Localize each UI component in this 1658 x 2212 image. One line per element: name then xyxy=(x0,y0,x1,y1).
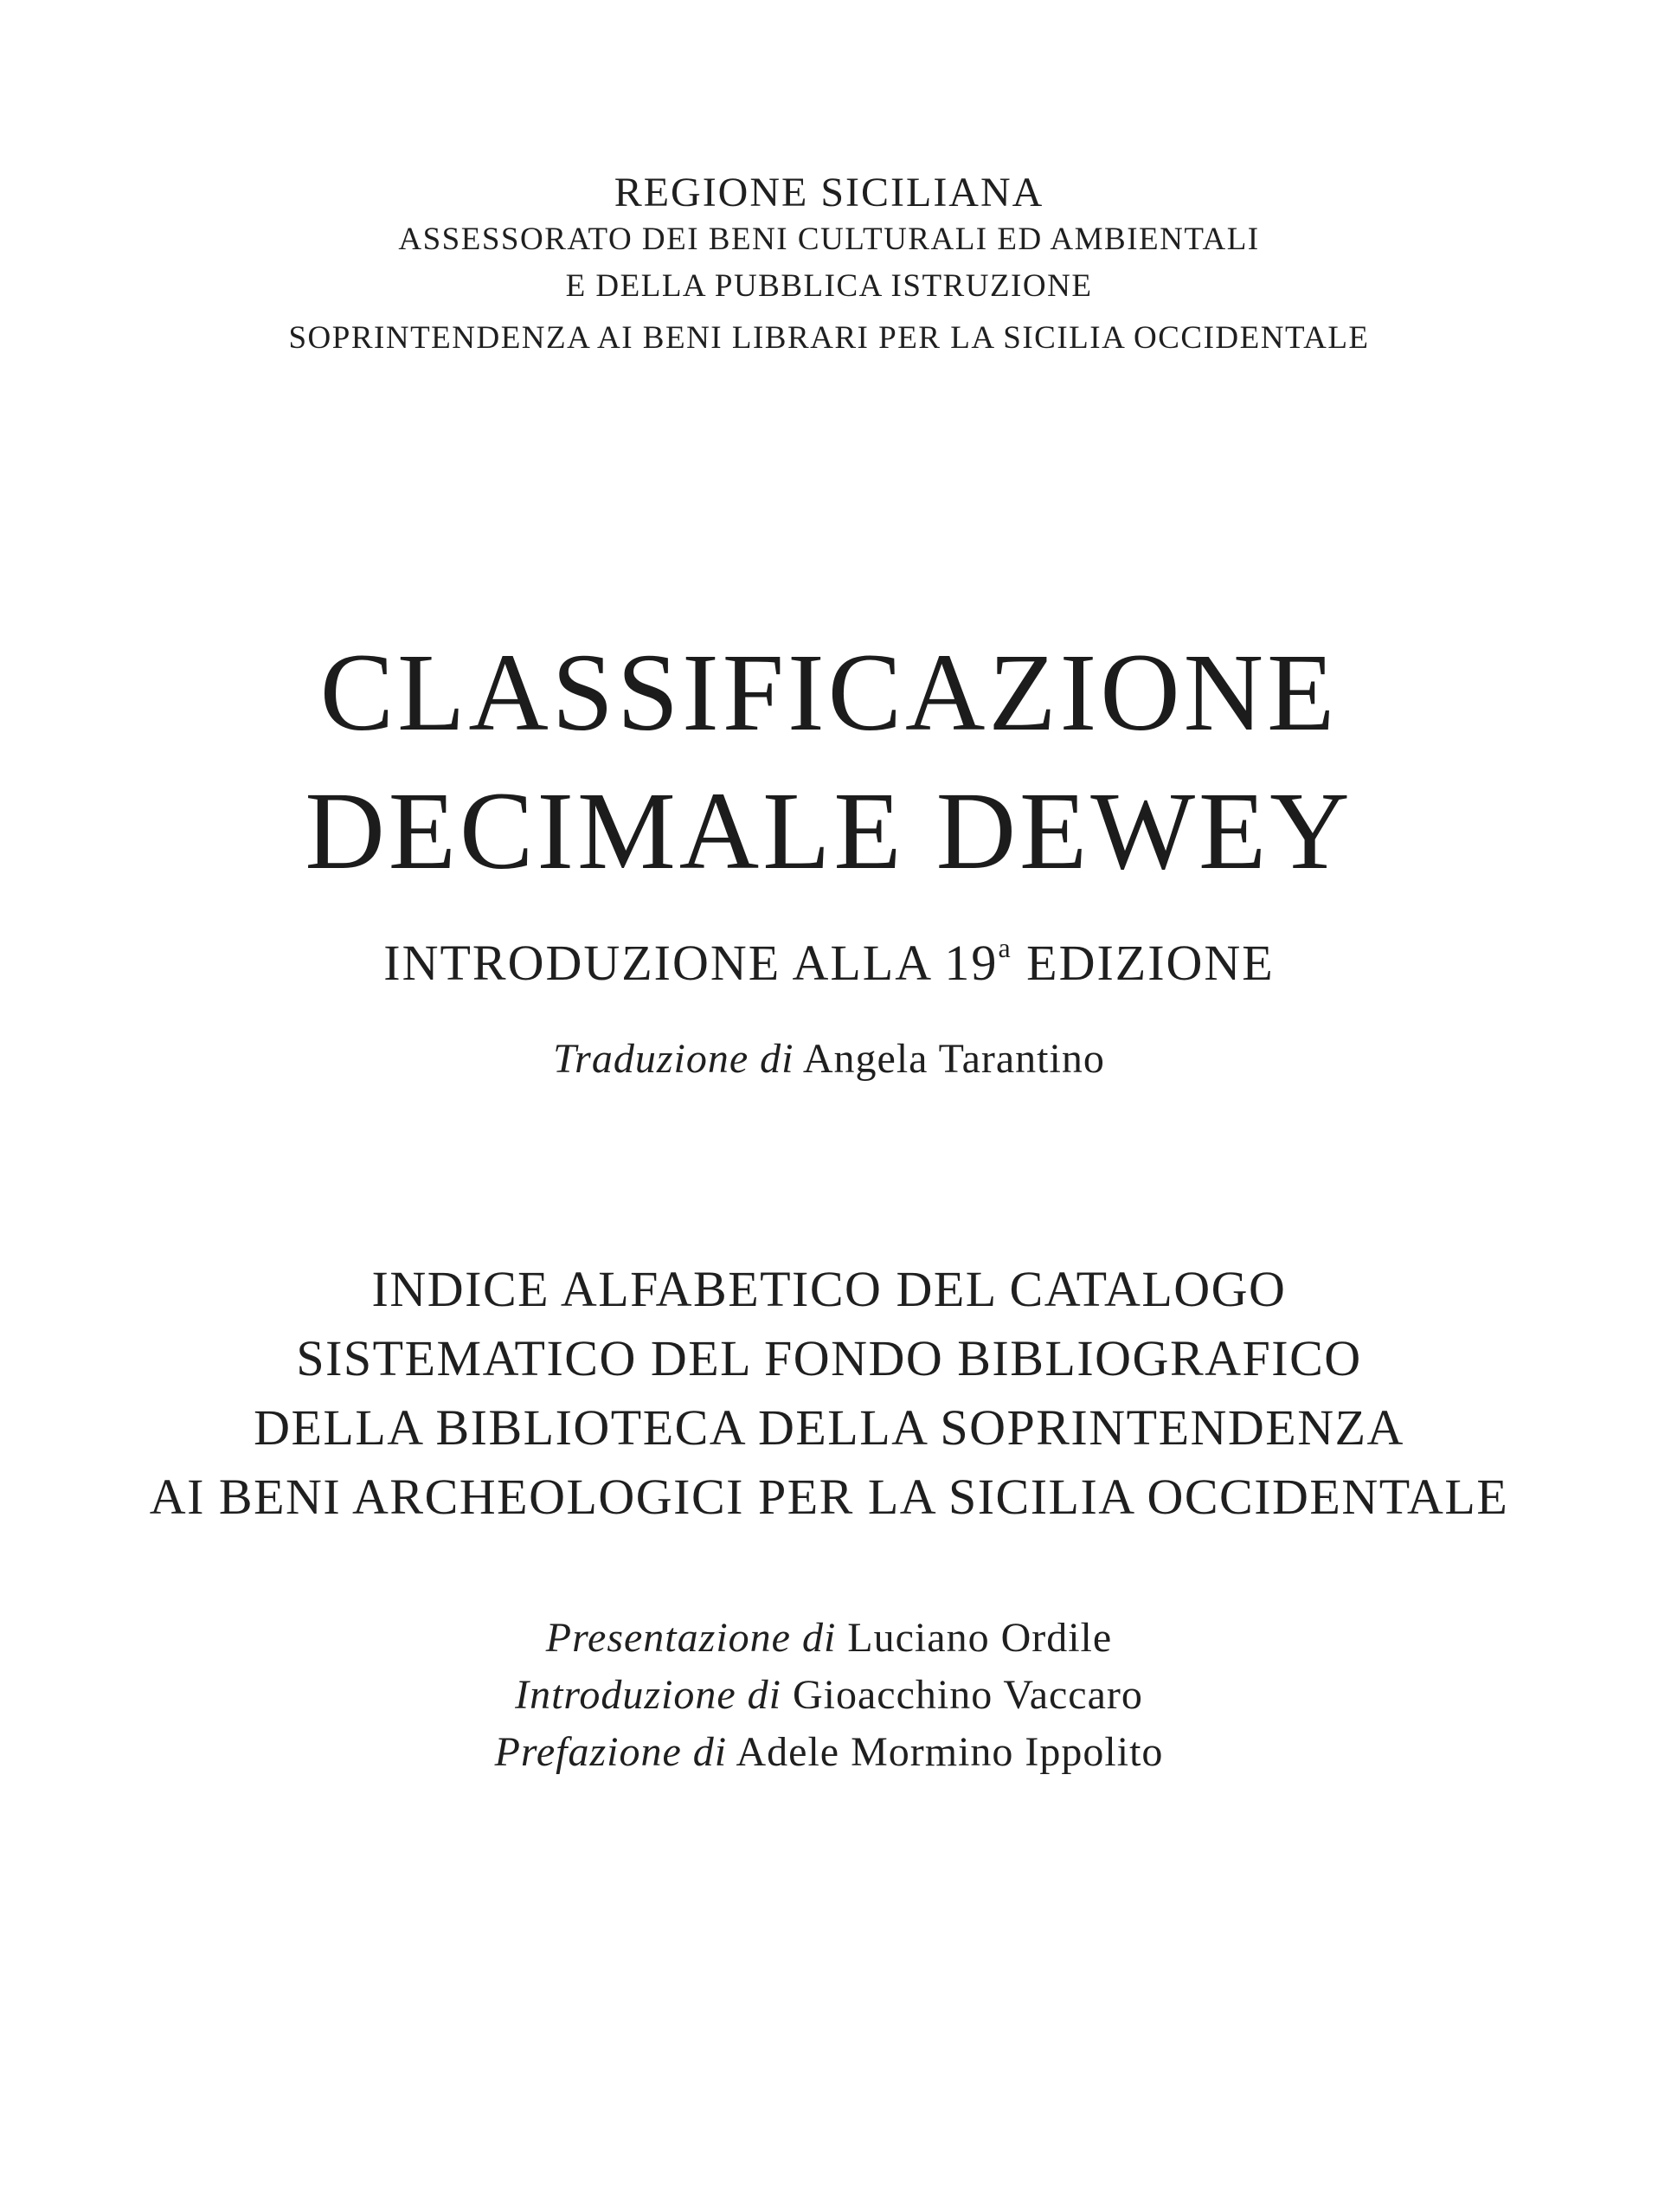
subtitle-superscript: a xyxy=(998,932,1012,963)
index-line-2: SISTEMATICO DEL FONDO BIBLIOGRAFICO xyxy=(296,1330,1362,1386)
subtitle-suffix: EDIZIONE xyxy=(1012,935,1275,991)
credits-list xyxy=(0,1610,1658,1781)
credit-presentation xyxy=(0,1610,1658,1667)
translator-name: Angela Tarantino xyxy=(802,1036,1105,1082)
region-name: REGIONE SICILIANA xyxy=(614,170,1044,215)
department-line-2: E DELLA PUBBLICA ISTRUZIONE xyxy=(565,268,1093,304)
book-subtitle xyxy=(0,933,1658,993)
index-line-4: AI BENI ARCHEOLOGICI PER LA SICILIA OCCIDENTALE xyxy=(149,1469,1509,1525)
subtitle-text: INTRODUZIONE ALLA 19 xyxy=(383,935,999,991)
department-line-1: ASSESSORATO DEI BENI CULTURALI ED AMBIENTALI xyxy=(398,222,1260,257)
book-title xyxy=(0,623,1658,900)
title-line-1: CLASSIFICAZIONE xyxy=(319,631,1339,754)
translation-role: Traduzione di xyxy=(553,1036,794,1082)
credit-role: Introduzione di xyxy=(515,1672,781,1718)
index-heading xyxy=(0,1255,1658,1532)
credit-role: Presentazione di xyxy=(545,1615,837,1661)
credit-introduction xyxy=(0,1667,1658,1724)
credit-name: Adele Mormino Ippolito xyxy=(736,1729,1164,1775)
institution-header xyxy=(0,170,1658,362)
translation-credit xyxy=(0,1033,1658,1085)
office-name: SOPRINTENDENZA AI BENI LIBRARI PER LA SICILIA OCCIDENTALE xyxy=(288,320,1370,356)
credit-preface xyxy=(0,1724,1658,1781)
title-line-2: DECIMALE DEWEY xyxy=(305,769,1353,892)
credit-role: Prefazione di xyxy=(494,1729,728,1775)
credit-name: Luciano Ordile xyxy=(847,1615,1113,1661)
index-line-1: INDICE ALFABETICO DEL CATALOGO xyxy=(371,1261,1287,1317)
index-line-3: DELLA BIBLIOTECA DELLA SOPRINTENDENZA xyxy=(254,1399,1404,1456)
credit-name: Gioacchino Vaccaro xyxy=(792,1672,1143,1718)
